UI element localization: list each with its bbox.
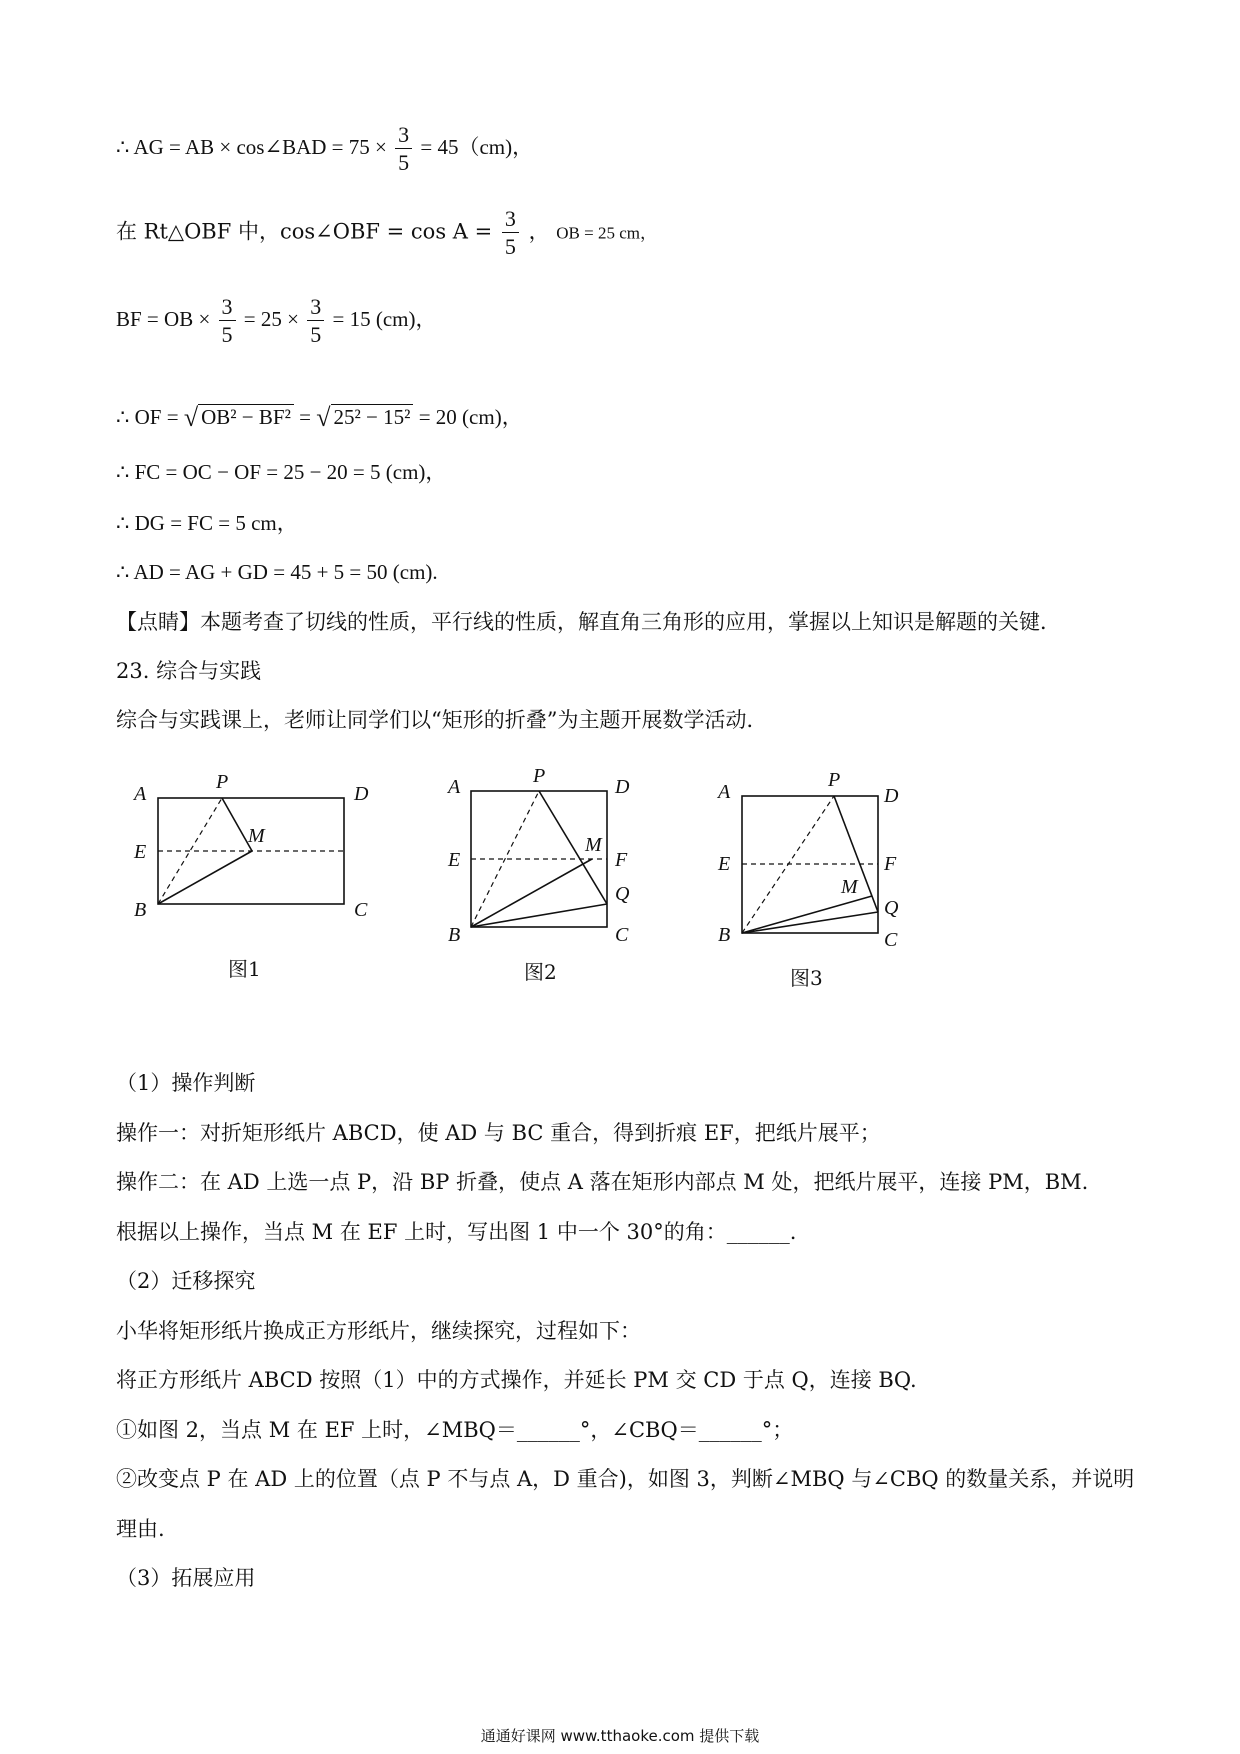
part2-title: （2）迁移探究: [116, 1269, 256, 1293]
question-2b-line2: 理由.: [116, 1517, 165, 1541]
segment-bq: [742, 912, 878, 933]
problem-number: 23. 综合与实践: [116, 659, 262, 683]
label-b: B: [134, 899, 147, 921]
figure-2: [440, 760, 640, 960]
figure-2-caption: 图2: [524, 960, 557, 984]
solution-line-dg: ∴ DG = FC = 5 cm，: [116, 511, 298, 535]
figure-1: [120, 760, 380, 960]
fraction-3-5: $\frac{3}{5}$: [219, 296, 236, 346]
label-e: E: [448, 849, 461, 871]
label-d: D: [615, 776, 630, 798]
fraction-3-5: $\frac{3}{5}$: [502, 208, 519, 258]
question-1: 根据以上操作，当点 M 在 EF 上时，写出图 1 中一个 30°的角：______.: [116, 1220, 797, 1244]
label-b: B: [718, 924, 731, 946]
solution-line-fc: ∴ FC = OC − OF = 25 − 20 = 5 (cm)，: [116, 460, 447, 484]
label-a: A: [134, 783, 147, 805]
question-2b-line1: ②改变点 P 在 AD 上的位置（点 P 不与点 A，D 重合)，如图 3，判断∠MBQ 与∠CBQ 的数量关系，并说明: [116, 1467, 1135, 1491]
label-e: E: [134, 841, 147, 863]
sqrt-symbol: √: [183, 403, 199, 432]
figure-1-caption: 图1: [228, 957, 261, 981]
label-d: D: [884, 785, 899, 807]
cos-prefix: 在 Rt△OBF 中，cos∠OBF = cos A =: [116, 219, 493, 244]
of-c: = 20 (cm)，: [418, 405, 523, 429]
ag-suffix: = 45（cm)，: [420, 134, 534, 159]
operation-2: 操作二：在 AD 上选一点 P，沿 BP 折叠，使点 A 落在矩形内部点 M 处，把纸片展平，连接 PM，BM.: [116, 1170, 1089, 1194]
bf-b: = 25 ×: [243, 306, 299, 331]
sqrt-symbol: √: [316, 403, 331, 432]
label-p: P: [828, 769, 841, 791]
part3-title: （3）拓展应用: [116, 1566, 256, 1590]
fraction-3-5: $\frac{3}{5}$: [395, 124, 412, 174]
question-2a: ①如图 2，当点 M 在 EF 上时，∠MBQ＝______°，∠CBQ＝______°；: [116, 1418, 794, 1442]
bf-a: BF = OB ×: [116, 306, 211, 331]
label-f: F: [884, 853, 897, 875]
figure-3-caption: 图3: [790, 966, 823, 990]
part1-title: （1）操作判断: [116, 1071, 256, 1095]
of-a: ∴ OF =: [116, 405, 179, 429]
label-c: C: [615, 924, 629, 946]
label-a: A: [718, 781, 731, 803]
label-m: M: [248, 825, 265, 847]
part2-operation: 将正方形纸片 ABCD 按照（1）中的方式操作，并延长 PM 交 CD 于点 Q，连接 BQ.: [116, 1368, 917, 1392]
bf-c: = 15 (cm)，: [332, 306, 437, 331]
segment-bm: [742, 896, 872, 933]
part2-intro: 小华将矩形纸片换成正方形纸片，继续探究，过程如下：: [116, 1319, 641, 1343]
label-b: B: [448, 924, 461, 946]
label-p: P: [216, 771, 229, 793]
label-d: D: [354, 783, 369, 805]
label-a: A: [448, 776, 461, 798]
label-m: M: [841, 876, 858, 898]
label-q: Q: [884, 897, 899, 919]
ob-value: OB = 25 cm，: [556, 223, 658, 243]
of-b: =: [299, 405, 311, 429]
label-c: C: [354, 899, 368, 921]
cos-mid: ，: [528, 219, 550, 244]
solution-line-cos-obf: [116, 208, 657, 258]
fraction-3-5: $\frac{3}{5}$: [307, 296, 324, 346]
label-m: M: [585, 834, 602, 856]
label-f: F: [615, 849, 628, 871]
ag-prefix: ∴ AG = AB × cos∠BAD = 75 ×: [116, 134, 387, 159]
label-c: C: [884, 929, 898, 951]
segment-bm: [158, 851, 252, 904]
solution-line-ag: [116, 124, 533, 174]
sqrt-25-15: 25² − 15²: [331, 404, 414, 428]
label-p: P: [533, 765, 546, 787]
operation-1: 操作一：对折矩形纸片 ABCD，使 AD 与 BC 重合，得到折痕 EF，把纸片展平；: [116, 1121, 881, 1145]
solution-line-ad: ∴ AD = AG + GD = 45 + 5 = 50 (cm).: [116, 560, 438, 584]
problem-intro: 综合与实践课上，老师让同学们以“矩形的折叠”为主题开展数学活动．: [116, 708, 768, 732]
sqrt-ob-bf: OB² − BF²: [198, 404, 294, 428]
page-footer: 通通好课网 www.tthaoke.com 提供下载: [480, 1727, 760, 1745]
label-e: E: [718, 853, 731, 875]
label-q: Q: [615, 883, 630, 905]
solution-line-bf: [116, 296, 436, 346]
solution-line-of: [116, 404, 523, 431]
figure-3: [700, 760, 920, 960]
solution-comment: 【点睛】本题考查了切线的性质，平行线的性质，解直角三角形的应用，掌握以上知识是解题的关键．: [116, 610, 1061, 634]
